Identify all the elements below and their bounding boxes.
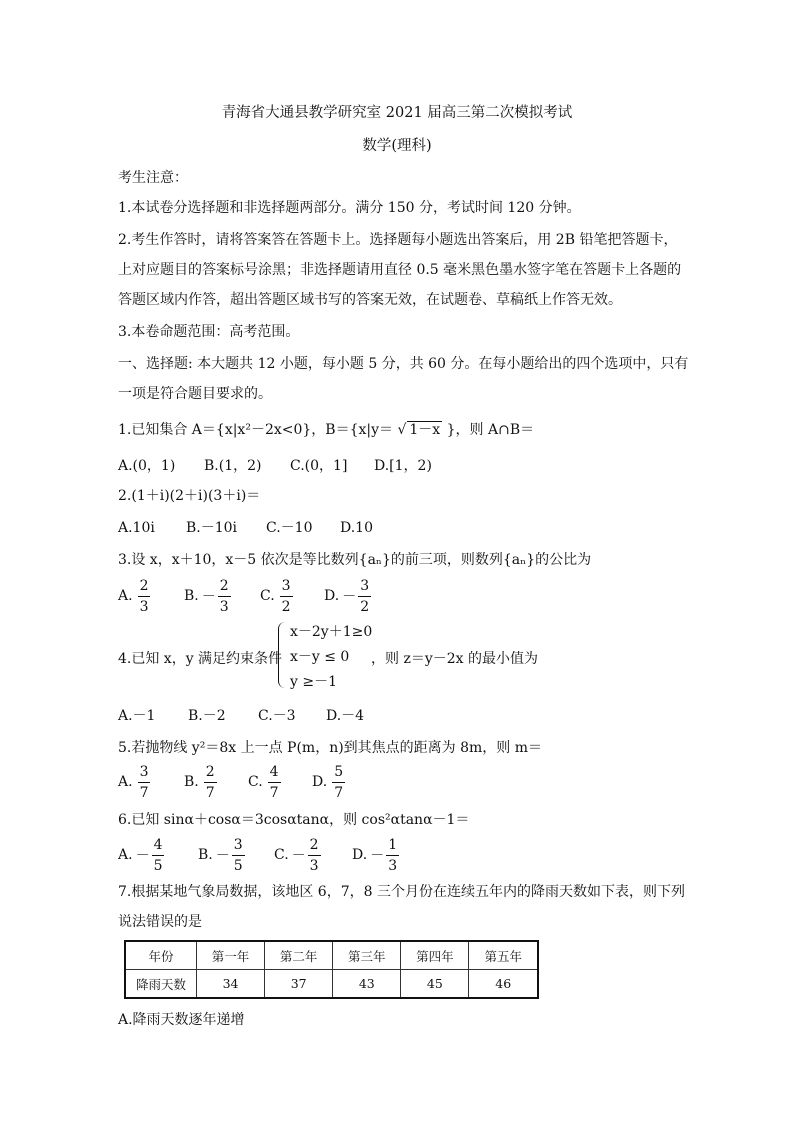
q7-stem-a: 7.根据某地气象局数据，该地区 6，7，8 三个月份在连续五年内的降雨天数如下表，则下列 (118, 884, 685, 900)
q3-option-b[interactable] (184, 574, 231, 618)
q2-stem: 2.(1＋i)(2＋i)(3＋i)＝ (118, 488, 261, 504)
q5-option-c-fraction (268, 763, 281, 802)
q3-option-a-label: A. (118, 588, 133, 604)
q2-option-c[interactable]: C.－10 (266, 520, 313, 536)
q3-option-b-fraction (218, 577, 231, 616)
notice-line-2a: 2.考生作答时，请将答案答在答题卡上。选择题每小题选出答案后，用 2B 铅笔把答题卡， (118, 232, 678, 248)
q5-option-a-label: A. (118, 774, 133, 790)
rainfall-table (124, 940, 539, 999)
q5-option-b[interactable] (184, 760, 217, 804)
q5-option-b-fraction (204, 763, 217, 802)
q6-option-c-fraction (308, 836, 321, 875)
q3-option-c-num: 3 (280, 577, 293, 597)
q5-option-c-label: C. (248, 774, 263, 790)
table-row-label: 降雨天数 (125, 970, 197, 999)
q3-option-a[interactable] (118, 574, 150, 618)
q4-constraint-3: y ≥－1 (290, 674, 337, 690)
q7-option-a[interactable]: A.降雨天数逐年递增 (118, 1012, 245, 1028)
q3-option-b-den: 3 (219, 598, 229, 615)
q3-option-c[interactable] (260, 574, 293, 618)
q6-option-b-fraction (232, 836, 245, 875)
q5-option-a-fraction (138, 763, 151, 802)
q5-option-b-num: 2 (204, 763, 217, 783)
q6-option-c-den: 3 (309, 857, 319, 874)
q6-option-c[interactable] (274, 833, 321, 877)
table-cell: 34 (197, 970, 265, 999)
q3-option-d-sign: － (342, 589, 357, 605)
q3-option-a-num: 2 (138, 577, 151, 597)
table-row (125, 970, 538, 999)
q4-option-d[interactable]: D.－4 (326, 708, 365, 724)
table-cell: 46 (469, 970, 538, 999)
q6-option-b-label: B. (198, 847, 213, 863)
q5-option-d-label: D. (312, 774, 328, 790)
q5-option-d-fraction (332, 763, 345, 802)
q5-option-c-num: 4 (268, 763, 281, 783)
q1-stem (118, 420, 534, 440)
q4-stem-post: ，则 z＝y－2x 的最小值为 (371, 651, 538, 667)
q5-option-c-den: 7 (269, 784, 279, 801)
q6-option-a-fraction (152, 836, 165, 875)
q6-option-d-fraction (386, 836, 399, 875)
notice-line-2c: 答题区域内作答，超出答题区域书写的答案无效，在试题卷、草稿纸上作答无效。 (118, 292, 622, 308)
q3-option-a-fraction (138, 577, 151, 616)
q1-stem-pre: 1.已知集合 A＝{x|x²－2x<0}，B＝{x|y＝ √ (118, 422, 407, 438)
q6-option-d[interactable] (352, 833, 399, 877)
notice-heading: 考生注意： (118, 170, 188, 186)
q6-option-a-sign: － (135, 848, 150, 864)
q6-option-d-num: 1 (386, 836, 399, 856)
table-cell: 37 (265, 970, 333, 999)
table-cell: 43 (333, 970, 401, 999)
q3-option-b-sign: － (201, 589, 216, 605)
q4-option-c[interactable]: C.－3 (258, 708, 296, 724)
table-header-cell: 年份 (125, 941, 197, 970)
q6-option-a[interactable] (118, 833, 164, 877)
q7-stem-b: 说法错误的是 (118, 914, 202, 930)
q3-option-c-fraction (280, 577, 293, 616)
q3-stem: 3.设 x，x＋10，x－5 依次是等比数列{aₙ}的前三项，则数列{aₙ}的公比为 (118, 552, 592, 568)
q5-stem: 5.若抛物线 y²＝8x 上一点 P(m，n)到其焦点的距离为 8m，则 m＝ (118, 740, 543, 756)
q4-option-b[interactable]: B.－2 (188, 708, 226, 724)
q5-option-d-num: 5 (332, 763, 345, 783)
q5-option-a-num: 3 (138, 763, 151, 783)
q6-option-b-sign: － (215, 848, 230, 864)
q6-option-d-sign: － (370, 848, 385, 864)
q6-option-d-label: D. (352, 847, 368, 863)
q5-option-d-den: 7 (334, 784, 344, 801)
q6-option-b-den: 5 (233, 857, 243, 874)
q3-option-b-num: 2 (218, 577, 231, 597)
q6-option-c-num: 2 (308, 836, 321, 856)
q2-option-a[interactable]: A.10i (118, 520, 155, 536)
table-header-cell: 第一年 (197, 941, 265, 970)
q6-option-d-den: 3 (388, 857, 398, 874)
q3-option-d-den: 2 (360, 598, 370, 615)
section-intro-1: 一、选择题: 本大题共 12 小题，每小题 5 分，共 60 分。在每小题给出的四个选项中，只有 (118, 356, 689, 372)
table-header-cell: 第三年 (333, 941, 401, 970)
q1-option-c[interactable]: C.(0，1] (290, 458, 348, 474)
q6-option-a-den: 5 (153, 857, 163, 874)
q4-stem-pre: 4.已知 x，y 满足约束条件 (118, 651, 283, 667)
q1-option-b[interactable]: B.(1，2) (204, 458, 262, 474)
q2-option-d[interactable]: D.10 (340, 520, 373, 536)
q1-stem-post: }，则 A∩B＝ (442, 422, 535, 438)
q5-option-a-den: 7 (139, 784, 149, 801)
q6-option-a-label: A. (118, 847, 133, 863)
notice-line-3: 3.本卷命题范围：高考范围。 (118, 324, 300, 340)
exam-subtitle: 数学(理科) (362, 138, 432, 154)
q1-option-d[interactable]: D.[1，2) (374, 458, 432, 474)
q6-stem: 6.已知 sinα＋cosα＝3cosαtanα，则 cos²αtanα－1＝ (118, 812, 470, 828)
q6-option-c-sign: － (291, 848, 306, 864)
table-header-cell: 第二年 (265, 941, 333, 970)
table-row (125, 941, 538, 970)
q4-constraint-2: x－y ≤ 0 (290, 649, 350, 665)
q2-option-b[interactable]: B.－10i (186, 520, 238, 536)
q6-option-b[interactable] (198, 833, 245, 877)
q3-option-c-den: 2 (281, 598, 291, 615)
exam-title: 青海省大通县教学研究室 2021 届高三第二次模拟考试 (221, 105, 573, 121)
q1-option-a[interactable]: A.(0，1) (118, 458, 176, 474)
q3-option-d-fraction (358, 577, 371, 616)
q3-option-a-den: 3 (139, 598, 149, 615)
section-intro-2: 一项是符合题目要求的。 (118, 386, 272, 402)
q3-option-d-num: 3 (358, 577, 371, 597)
q5-option-d[interactable] (312, 760, 345, 804)
q3-option-c-label: C. (260, 588, 275, 604)
notice-line-1: 1.本试卷分选择题和非选择题两部分。满分 150 分，考试时间 120 分钟。 (118, 200, 581, 216)
q5-option-b-label: B. (184, 774, 199, 790)
q1-radicand: 1－x (409, 422, 441, 438)
table-cell: 45 (401, 970, 469, 999)
q6-option-c-label: C. (274, 847, 289, 863)
table-header-cell: 第五年 (469, 941, 538, 970)
q3-option-d-label: D. (324, 588, 340, 604)
q3-option-d[interactable] (324, 574, 371, 618)
q6-option-a-num: 4 (152, 836, 165, 856)
q4-option-a[interactable]: A.－1 (118, 708, 156, 724)
notice-line-2b: 上对应题目的答案标号涂黑；非选择题请用直径 0.5 毫米黑色墨水签字笔在答题卡上各题的 (118, 262, 682, 278)
q5-option-b-den: 7 (205, 784, 215, 801)
q3-option-b-label: B. (184, 588, 199, 604)
constraint-brace (278, 622, 285, 688)
q5-option-a[interactable] (118, 760, 150, 804)
q5-option-c[interactable] (248, 760, 281, 804)
table-header-cell: 第四年 (401, 941, 469, 970)
q4-constraint-1: x－2y＋1≥0 (290, 624, 373, 640)
q6-option-b-num: 3 (232, 836, 245, 856)
